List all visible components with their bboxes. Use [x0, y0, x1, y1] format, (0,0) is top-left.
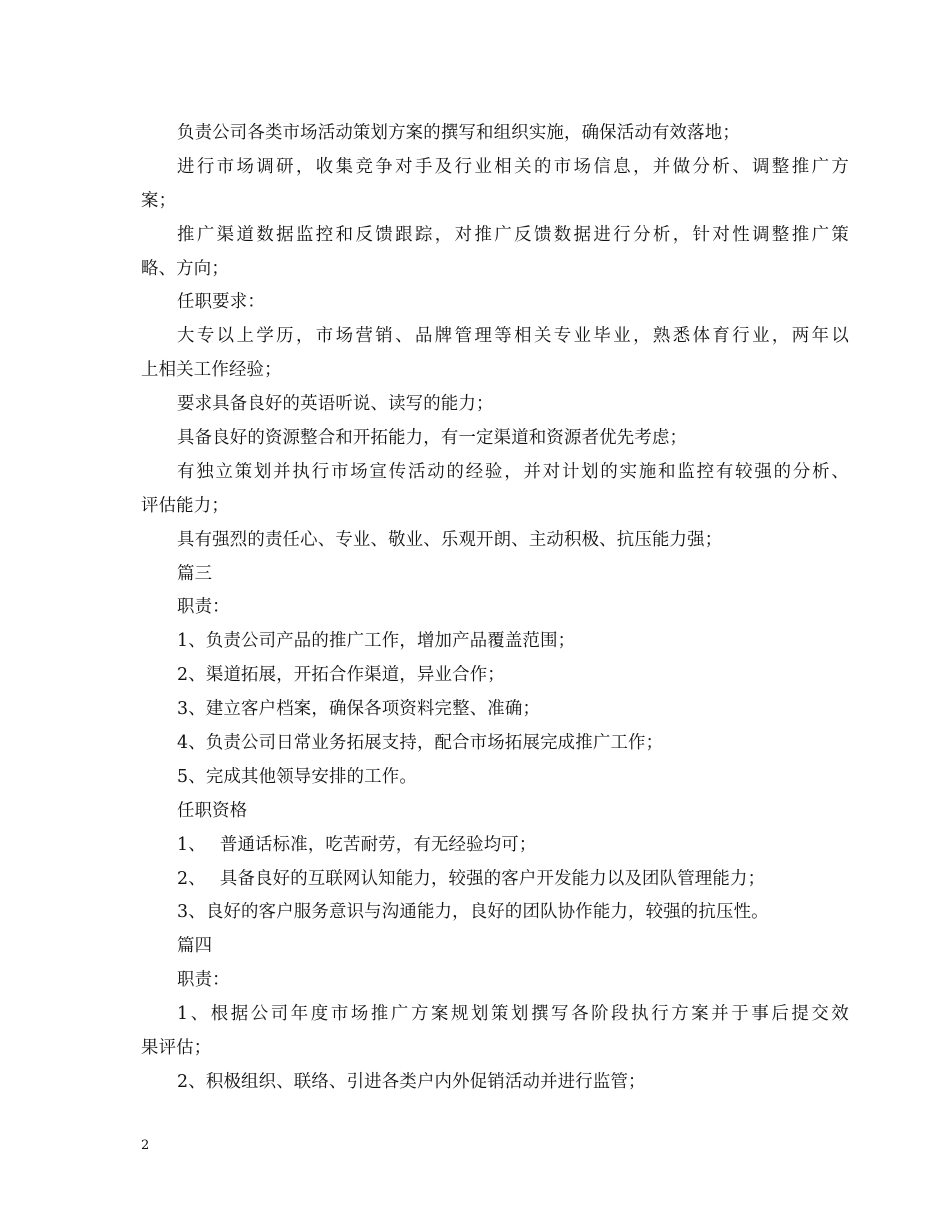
list-item-text: 普通话标准，吃苦耐劳，有无经验均可；	[219, 834, 537, 855]
list-item: 1、根据公司年度市场推广方案规划策划撰写各阶段执行方案并于事后提交效	[177, 1004, 849, 1025]
paragraph-line: 负责公司各类市场活动策划方案的撰写和组织实施，确保活动有效落地；	[177, 123, 740, 143]
list-item: 5、完成其他领导安排的工作。	[177, 766, 417, 787]
list-item	[141, 863, 813, 897]
paragraph-line: 推广渠道数据监控和反馈跟踪，对推广反馈数据进行分析，针对性调整推广策	[177, 224, 849, 245]
paragraph-line: 评估能力；	[141, 495, 229, 516]
section-heading: 职责：	[177, 970, 230, 991]
section-heading: 任职资格	[177, 800, 248, 821]
list-item: 3、建立客户档案，确保各项资料完整、准确；	[177, 699, 541, 720]
document-body	[141, 117, 849, 1100]
list-item: 4、负责公司日常业务拓展支持，配合市场拓展完成推广工作；	[177, 733, 664, 754]
paragraph-line: 进行市场调研，收集竞争对手及行业相关的市场信息，并做分析、调整推广方	[177, 156, 849, 177]
list-item: 2、渠道拓展，开拓合作渠道，异业合作；	[177, 665, 505, 686]
list-item: 1、负责公司产品的推广工作，增加产品覆盖范围；	[177, 631, 576, 652]
paragraph-line: 大专以上学历，市场营销、品牌管理等相关专业毕业，熟悉体育行业，两年以	[177, 326, 849, 347]
list-item-number: 1、	[177, 834, 206, 855]
list-item-number: 2、	[177, 868, 206, 889]
paragraph-line: 具备良好的资源整合和开拓能力，有一定渠道和资源者优先考虑；	[177, 428, 688, 449]
paragraph-line: 案；	[141, 190, 177, 211]
list-item	[141, 829, 813, 863]
section-heading: 职责：	[177, 597, 230, 618]
section-heading: 篇三	[177, 563, 213, 584]
paragraph-line: 要求具备良好的英语听说、读写的能力；	[177, 394, 494, 415]
list-item: 3、良好的客户服务意识与沟通能力，良好的团队协作能力，较强的抗压性。	[177, 902, 769, 923]
section-heading: 任职要求：	[177, 292, 265, 313]
paragraph-line: 上相关工作经验；	[141, 360, 282, 381]
paragraph-line: 有独立策划并执行市场宣传活动的经验，并对计划的实施和监控有较强的分析、	[177, 461, 849, 482]
list-item-text: 具备良好的互联网认知能力，较强的客户开发能力以及团队管理能力；	[219, 868, 766, 889]
list-item-continuation: 果评估；	[141, 1038, 212, 1059]
list-item: 2、积极组织、联络、引进各类户内外促销活动并进行监管；	[177, 1071, 646, 1092]
paragraph-line: 略、方向；	[141, 258, 229, 279]
paragraph-line: 具有强烈的责任心、专业、敬业、乐观开朗、主动积极、抗压能力强；	[177, 529, 723, 550]
page-number: 2	[141, 1138, 150, 1153]
section-heading: 篇四	[177, 936, 213, 957]
